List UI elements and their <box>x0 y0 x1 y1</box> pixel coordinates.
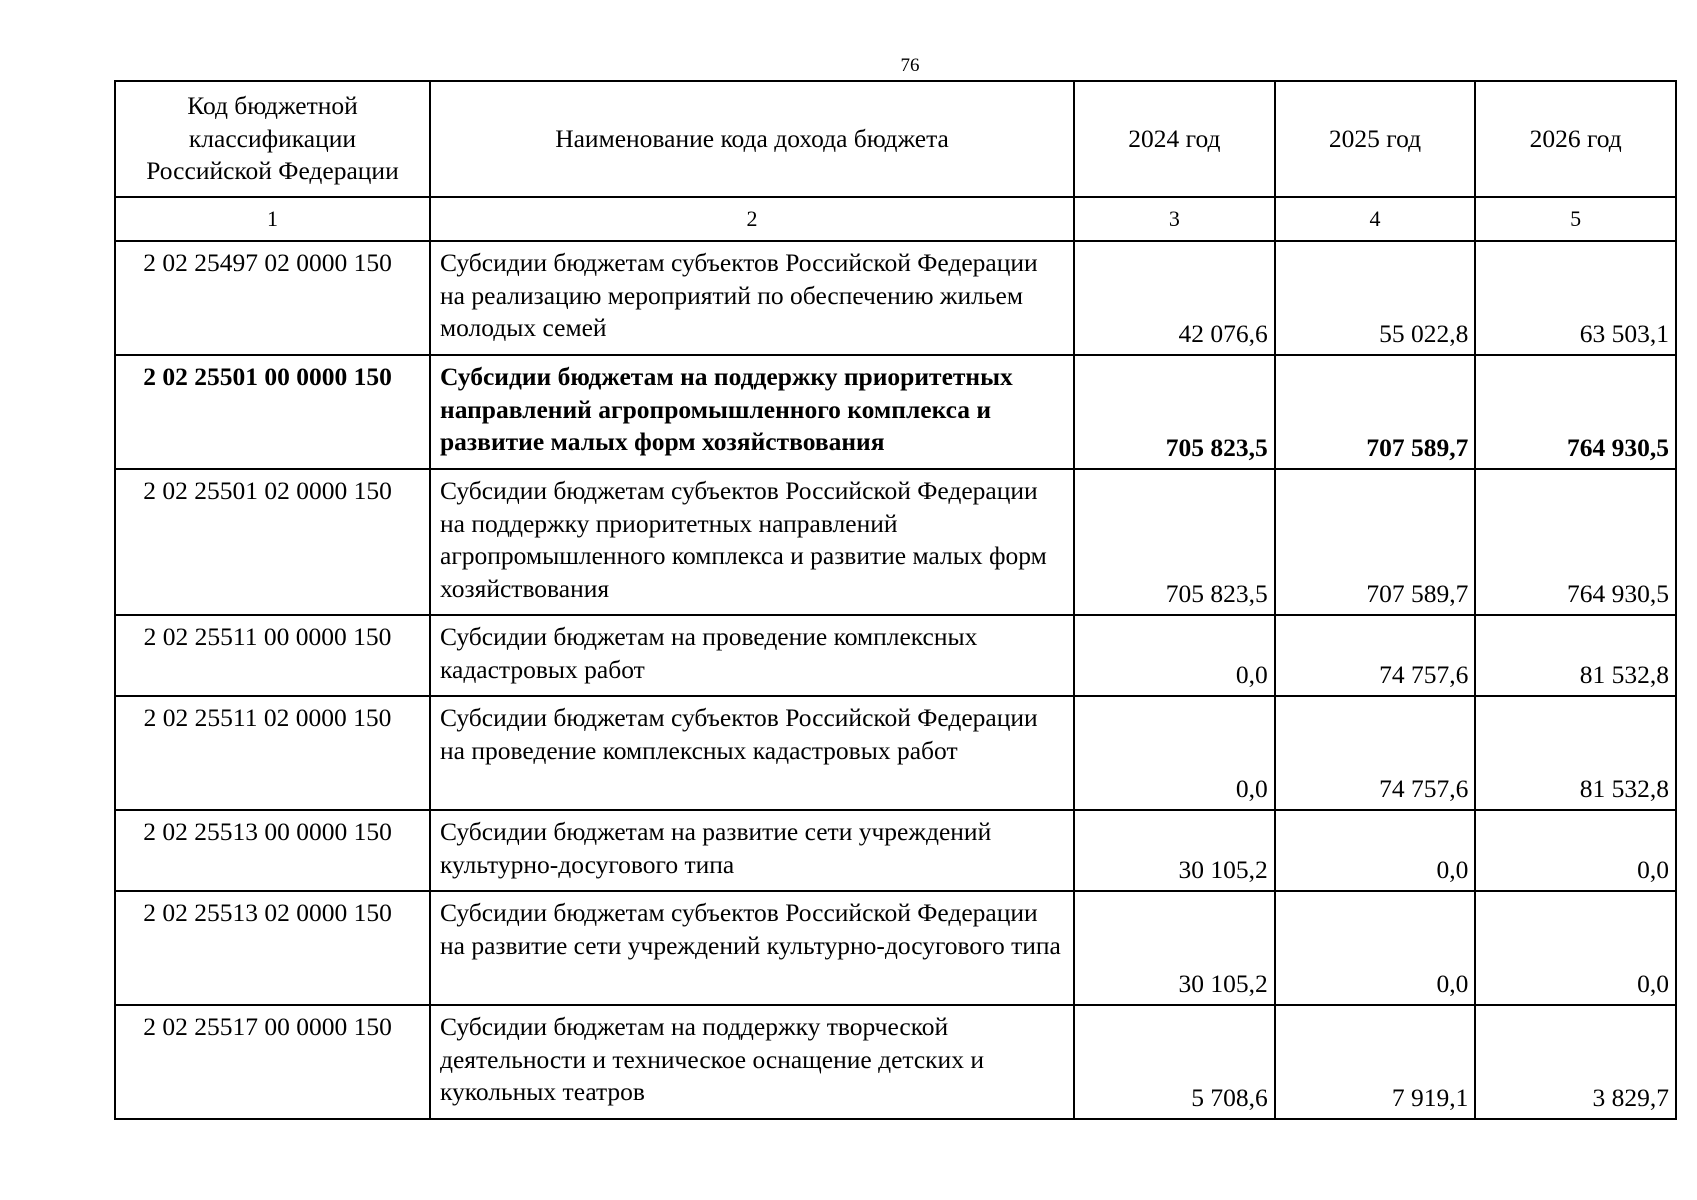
table-row <box>115 615 1676 696</box>
income-name-cell: Субсидии бюджетам на поддержку творческой деятельности и техническое оснащение детских и кукольных театров <box>430 1005 1074 1119</box>
income-name-cell: Субсидии бюджетам на развитие сети учреждений культурно-досугового типа <box>430 810 1074 891</box>
value-2024-cell: 30 105,2 <box>1074 810 1275 891</box>
budget-code-cell: 2 02 25513 02 0000 150 <box>115 891 430 1005</box>
table-row <box>115 810 1676 891</box>
value-2026-cell: 63 503,1 <box>1475 241 1676 355</box>
table-row <box>115 241 1676 355</box>
income-name-cell: Субсидии бюджетам на проведение комплексных кадастровых работ <box>430 615 1074 696</box>
value-2025-cell: 55 022,8 <box>1275 241 1476 355</box>
value-2024-cell: 5 708,6 <box>1074 1005 1275 1119</box>
value-2025-cell: 707 589,7 <box>1275 469 1476 615</box>
value-2024-cell: 0,0 <box>1074 615 1275 696</box>
header-2026: 2026 год <box>1475 81 1676 197</box>
column-number: 3 <box>1074 197 1275 241</box>
income-name-cell: Субсидии бюджетам на поддержку приоритетных направлений агропромышленного комплекса и развитие малых форм хозяйствования <box>430 355 1074 469</box>
income-name-cell: Субсидии бюджетам субъектов Российской Федерации на поддержку приоритетных направлений агропромышленного комплекса и развитие малых форм хозяйствования <box>430 469 1074 615</box>
value-2025-cell: 0,0 <box>1275 891 1476 1005</box>
value-2025-cell: 7 919,1 <box>1275 1005 1476 1119</box>
budget-code-cell: 2 02 25517 00 0000 150 <box>115 1005 430 1119</box>
value-2026-cell: 0,0 <box>1475 891 1676 1005</box>
table-row <box>115 891 1676 1005</box>
header-2025: 2025 год <box>1275 81 1476 197</box>
budget-code-cell: 2 02 25511 00 0000 150 <box>115 615 430 696</box>
value-2025-cell: 0,0 <box>1275 810 1476 891</box>
value-2024-cell: 705 823,5 <box>1074 355 1275 469</box>
value-2024-cell: 0,0 <box>1074 696 1275 810</box>
value-2026-cell: 3 829,7 <box>1475 1005 1676 1119</box>
income-name-cell: Субсидии бюджетам субъектов Российской Федерации на реализацию мероприятий по обеспечению жильем молодых семей <box>430 241 1074 355</box>
value-2025-cell: 74 757,6 <box>1275 696 1476 810</box>
value-2026-cell: 81 532,8 <box>1475 615 1676 696</box>
page-number: 76 <box>900 55 920 76</box>
column-number: 4 <box>1275 197 1476 241</box>
header-name: Наименование кода дохода бюджета <box>430 81 1074 197</box>
budget-income-table <box>114 80 1677 1120</box>
table-header-row <box>115 81 1676 197</box>
header-code: Код бюджетной классификации Российской Федерации <box>115 81 430 197</box>
value-2025-cell: 74 757,6 <box>1275 615 1476 696</box>
value-2024-cell: 30 105,2 <box>1074 891 1275 1005</box>
income-name-cell: Субсидии бюджетам субъектов Российской Федерации на развитие сети учреждений культурно-досугового типа <box>430 891 1074 1005</box>
value-2026-cell: 764 930,5 <box>1475 469 1676 615</box>
value-2026-cell: 0,0 <box>1475 810 1676 891</box>
value-2024-cell: 705 823,5 <box>1074 469 1275 615</box>
header-2024: 2024 год <box>1074 81 1275 197</box>
budget-code-cell: 2 02 25511 02 0000 150 <box>115 696 430 810</box>
table-row <box>115 1005 1676 1119</box>
budget-code-cell: 2 02 25497 02 0000 150 <box>115 241 430 355</box>
budget-code-cell: 2 02 25513 00 0000 150 <box>115 810 430 891</box>
table-row-total <box>115 355 1676 469</box>
column-number: 2 <box>430 197 1074 241</box>
income-name-cell: Субсидии бюджетам субъектов Российской Федерации на проведение комплексных кадастровых работ <box>430 696 1074 810</box>
value-2026-cell: 764 930,5 <box>1475 355 1676 469</box>
column-number: 5 <box>1475 197 1676 241</box>
value-2024-cell: 42 076,6 <box>1074 241 1275 355</box>
table-row <box>115 469 1676 615</box>
value-2025-cell: 707 589,7 <box>1275 355 1476 469</box>
value-2026-cell: 81 532,8 <box>1475 696 1676 810</box>
budget-code-cell: 2 02 25501 00 0000 150 <box>115 355 430 469</box>
budget-code-cell: 2 02 25501 02 0000 150 <box>115 469 430 615</box>
column-number-row <box>115 197 1676 241</box>
table-row <box>115 696 1676 810</box>
column-number: 1 <box>115 197 430 241</box>
